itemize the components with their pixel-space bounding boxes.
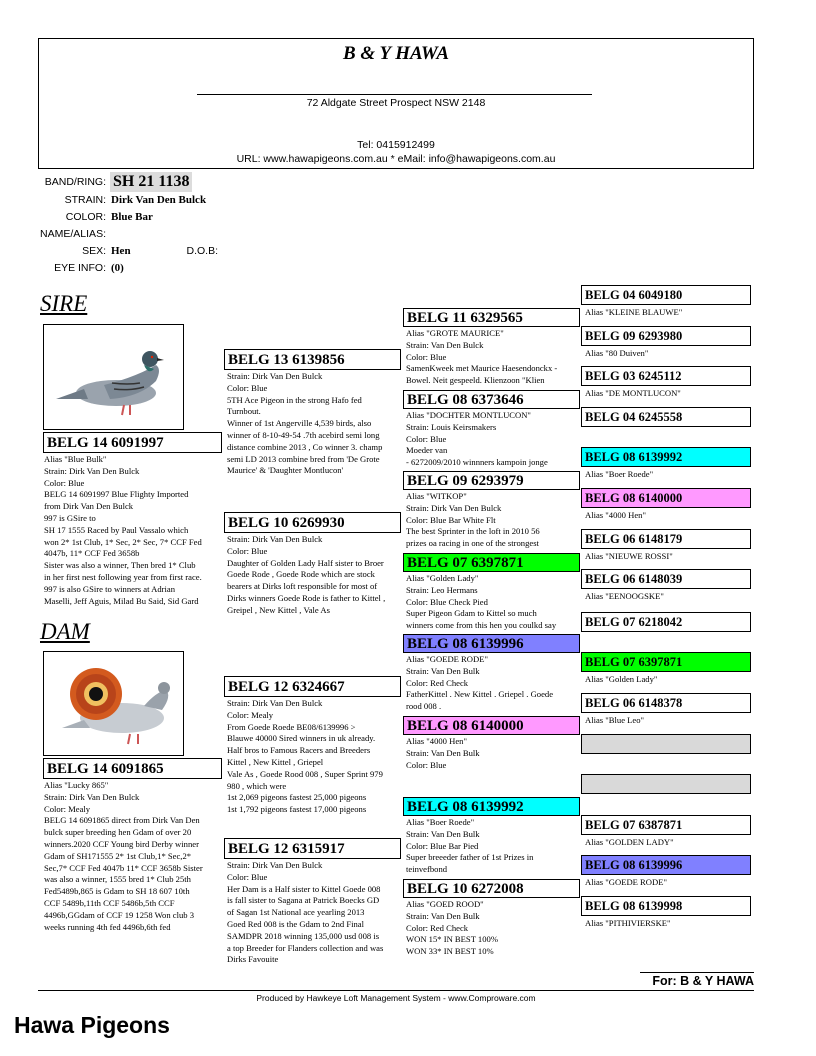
detail-line: Color: Blue	[406, 433, 447, 444]
dam-details	[44, 780, 224, 933]
ancestor-band: BELG 08 6139992	[403, 797, 580, 816]
detail-line: Gdam of SH171555 2* 1st Club,1* Sec,2*	[44, 850, 192, 861]
detail-line: Alias "Blue Bulk"	[44, 454, 107, 464]
detail-line: Goed Red 008 is the Gdam to 2nd Final	[227, 918, 365, 929]
ancestor-band: BELG 04 6245558	[581, 407, 751, 427]
detail-line: Strain: Van Den Bulk	[406, 747, 480, 758]
detail-line: Strain: Louis Keirsmakers	[406, 421, 497, 432]
detail-line: - 6272009/2010 winnners kampoin jonge	[406, 457, 548, 468]
detail-line: in her first nest following year from first race.	[44, 571, 202, 582]
detail-line: Her Dam is a Half sister to Kittel Goede 008	[227, 883, 381, 894]
eye-value: (0)	[111, 262, 124, 274]
detail-line: bearers at Dirks loft responsible for most of	[227, 581, 378, 592]
detail-line: Strain: Dirk Van Den Bulck	[227, 534, 323, 544]
detail-line: a top Breeder for Flanders collection and was	[227, 942, 384, 953]
detail-line: Moeder van	[406, 445, 448, 456]
detail-line: Maselli, Jeff Aguis, Milad Bu Said, Sid Gard	[44, 595, 199, 606]
detail-line: Sister was also a winner, Then bred 1* Club	[44, 560, 196, 571]
detail-line: Strain: Leo Hermans	[406, 584, 478, 595]
ancestor-details	[406, 410, 578, 470]
ancestor-alias: Alias "Blue Leo"	[585, 715, 645, 725]
detail-line: From Goede Roede BE08/6139996 >	[227, 721, 356, 732]
ancestor-band: BELG 08 6139996	[581, 855, 751, 875]
ancestor-band: BELG 11 6329565	[403, 308, 580, 327]
strain-value: Dirk Van Den Bulck	[111, 194, 207, 206]
detail-line: WON 33* IN BEST 10%	[406, 946, 494, 957]
detail-line: 4496b,GGdam of CCF 19 1258 Won club 3	[44, 909, 195, 920]
detail-line: Maurice' & 'Daughter Montlucon'	[227, 465, 344, 476]
ancestor-band: BELG 08 6373646	[403, 390, 580, 409]
grandparent-band: BELG 13 6139856	[224, 349, 401, 370]
loft-title: B & Y HAWA	[342, 43, 450, 64]
detail-line: Alias "Lucky 865"	[44, 780, 109, 790]
ancestor-band: BELG 04 6049180	[581, 285, 751, 305]
grandparent-band: BELG 12 6324667	[224, 676, 401, 697]
detail-line: Alias "Boer Roede"	[406, 817, 475, 827]
detail-line: semi LD 2013 combine bred from 'De Grote	[227, 453, 380, 464]
detail-line: bulck super breeding hen Gdam of over 20	[44, 827, 192, 838]
ancestor-details	[406, 328, 578, 388]
ancestor-band	[581, 774, 751, 794]
detail-line: Super breeeder father of 1st Prizes in	[406, 852, 534, 863]
watermark-logo: Hawa Pigeons	[14, 1012, 170, 1038]
detail-line: rood 008 .	[406, 701, 442, 712]
dob-label: D.O.B:	[186, 245, 218, 257]
dam-photo	[43, 651, 184, 756]
detail-line: Alias "WITKOP"	[406, 491, 467, 501]
detail-line: 1st 1,792 pigeons fastest 17,000 pigeons	[227, 804, 367, 815]
detail-line: prizes oa racing in one of the strongest	[406, 538, 539, 549]
detail-line: winners.2020 CCF Young bird Derby winner	[44, 838, 199, 849]
detail-line: Dirks winners Goede Rode is father to Kittel ,	[227, 592, 386, 603]
grandparent-details	[227, 371, 403, 477]
detail-line: is fall sister to Sagana at Patrick Boecks GD	[227, 895, 380, 906]
detail-line: Strain: Van Den Bulk	[406, 828, 480, 839]
ancestor-band: BELG 03 6245112	[581, 366, 751, 386]
detail-line: Color: Blue	[44, 477, 85, 488]
detail-line: 4047b, 11* CCF Fed 3658b	[44, 548, 140, 559]
for-loft: For: B & Y HAWA	[652, 974, 754, 988]
sex-label: SEX:	[82, 245, 106, 257]
ancestor-band: BELG 06 6148039	[581, 569, 751, 589]
ancestor-alias: Alias "GOEDE RODE"	[585, 877, 667, 888]
ancestor-details	[406, 899, 578, 959]
detail-line: Vale As , Goede Rood 008 , Super Sprint 979	[227, 768, 383, 779]
name-label: NAME/ALIAS:	[40, 228, 106, 240]
detail-line: Super Pigeon Gdam to Kittel so much	[406, 608, 537, 619]
detail-line: Turnbout.	[227, 406, 261, 417]
loft-contact: URL: www.hawapigeons.com.au * eMail: info@hawapigeons.com.au	[236, 153, 556, 165]
ancestor-alias: Alias "DE MONTLUCON"	[585, 388, 681, 399]
detail-line: Color: Red Check	[406, 922, 469, 933]
detail-line: Alias "DOCHTER MONTLUCON"	[406, 410, 531, 420]
detail-line: Color: Blue Bar Pied	[406, 840, 479, 851]
detail-line: 980 , which were	[227, 780, 287, 791]
loft-phone: Tel: 0415912499	[357, 139, 435, 151]
ancestor-band: BELG 10 6272008	[403, 879, 580, 898]
ancestor-alias: Alias "Golden Lady"	[585, 674, 658, 685]
detail-line: Blauwe 40000 Sired winners in uk already.	[227, 733, 376, 744]
color-value: Blue Bar	[111, 211, 153, 223]
detail-line: weeks running 4th fed 4496b,6th fed	[44, 921, 171, 932]
detail-line: Strain: Van Den Bulk	[406, 665, 480, 676]
detail-line: SAMDPR 2018 winning 135,000 usd 008 is	[227, 930, 380, 941]
loft-address: 72 Aldgate Street Prospect NSW 2148	[306, 97, 486, 109]
ancestor-band: BELG 06 6148179	[581, 529, 751, 549]
detail-line: Strain: Dirk Van Den Bulck	[227, 860, 323, 870]
detail-line: CCF 5489b,11th CCF 5486b,5th CCF	[44, 897, 175, 908]
grandparent-band: BELG 10 6269930	[224, 512, 401, 533]
ancestor-band: BELG 08 6140000	[581, 488, 751, 508]
detail-line: Winner of 1st Angerville 4,539 birds, also	[227, 418, 372, 429]
detail-line: Color: Blue	[406, 759, 447, 770]
detail-line: Fed5489b,865 is Gdam to SH 18 607 10th	[44, 886, 190, 897]
detail-line: Strain: Dirk Van Den Bulck	[44, 791, 140, 802]
pigeon-eye-image	[44, 652, 183, 755]
grandparent-details	[227, 860, 403, 966]
ancestor-band: BELG 09 6293979	[403, 471, 580, 490]
detail-line: BELG 14 6091997 Blue Flighty Imported	[44, 489, 189, 500]
detail-line: Color: Mealy	[44, 803, 91, 814]
sex-value: Hen	[111, 245, 131, 257]
ancestor-details	[406, 573, 578, 633]
detail-line: Color: Blue	[406, 351, 447, 362]
detail-line: Color: Mealy	[227, 709, 274, 720]
sire-heading: SIRE	[40, 291, 88, 316]
detail-line: Color: Blue	[227, 871, 268, 882]
dam-band: BELG 14 6091865	[43, 758, 222, 779]
ancestor-band: BELG 08 6139992	[581, 447, 751, 467]
detail-line: WON 15* IN BEST 100%	[406, 934, 498, 945]
ancestor-band: BELG 06 6148378	[581, 693, 751, 713]
detail-line: 997 is also GSire to winners at Adrian	[44, 583, 176, 594]
band-label: BAND/RING:	[44, 176, 106, 188]
ancestor-band	[581, 734, 751, 754]
detail-line: Sec,7* CCF Fed 4047b 11* CCF 3658b Sister	[44, 862, 203, 873]
detail-line: Half bros to Famous Racers and Breeders	[227, 745, 371, 756]
ancestor-alias: Alias "80 Duiven"	[585, 347, 649, 358]
grandparent-details	[227, 698, 403, 816]
band-value: SH 21 1138	[110, 172, 192, 192]
detail-line: Strain: Dirk Van Den Bulck	[406, 502, 502, 513]
detail-line: FatherKittel . New Kittel . Griepel . Goede	[406, 689, 554, 700]
detail-line: SamenKweek met Maurice Haesendonckx -	[406, 363, 558, 374]
detail-line: Color: Blue	[227, 545, 268, 556]
detail-line: Strain: Van Den Bulk	[406, 910, 480, 921]
ancestor-band: BELG 07 6397871	[581, 652, 751, 672]
detail-line: winners come from this hen you coulkd say	[406, 620, 557, 631]
detail-line: Color: Red Check	[406, 677, 469, 688]
detail-line: Strain: Dirk Van Den Bulck	[227, 698, 323, 708]
detail-line: Alias "GOEDE RODE"	[406, 654, 488, 664]
header-box	[38, 38, 754, 169]
grandparent-band: BELG 12 6315917	[224, 838, 401, 859]
detail-line: Greipel , New Kittel , Vale As	[227, 604, 330, 615]
ancestor-band: BELG 08 6139996	[403, 634, 580, 653]
ancestor-alias: Alias "KLEINE BLAUWE"	[585, 307, 683, 317]
detail-line: teinvefbond	[406, 864, 448, 875]
ancestor-band: BELG 07 6218042	[581, 612, 751, 632]
detail-line: of Sagan 1st National ace yearling 2013	[227, 907, 365, 918]
ancestor-details	[406, 817, 578, 877]
dam-heading: DAM	[40, 619, 90, 644]
detail-line: 5TH Ace Pigeon in the strong Hafo fed	[227, 394, 362, 405]
detail-line: Alias "GOED ROOD"	[406, 899, 484, 909]
detail-line: Strain: Van Den Bulck	[406, 339, 484, 350]
sire-band: BELG 14 6091997	[43, 432, 222, 453]
ancestor-band: BELG 09 6293980	[581, 326, 751, 346]
detail-line: BELG 14 6091865 direct from Dirk Van Den	[44, 815, 200, 826]
detail-line: won 2* 1st Club, 1* Sec, 2* Sec, 7* CCF Fed	[44, 536, 202, 547]
eye-label: EYE INFO:	[54, 262, 106, 274]
sire-details	[44, 454, 224, 607]
detail-line: Color: Blue Check Pied	[406, 596, 488, 607]
pigeon-image	[44, 325, 183, 429]
ancestor-band: BELG 07 6397871	[403, 553, 580, 572]
header-divider	[197, 94, 592, 95]
ancestor-alias: Alias "Boer Roede"	[585, 469, 654, 480]
footer-divider	[38, 990, 754, 991]
ancestor-alias: Alias "GOLDEN LADY"	[585, 836, 674, 847]
detail-line: Goede Rode , Goede Rode which are stock	[227, 569, 375, 580]
color-label: COLOR:	[65, 211, 106, 223]
detail-line: Color: Blue Bar White Flt	[406, 514, 496, 525]
detail-line: from Dirk Van Den Bulck	[44, 501, 134, 512]
detail-line: Color: Blue	[227, 382, 268, 393]
ancestor-alias: Alias "4000 Hen"	[585, 510, 646, 520]
detail-line: Strain: Dirk Van Den Bulck	[44, 465, 140, 476]
detail-line: Alias "Golden Lady"	[406, 573, 479, 583]
detail-line: 1st 2,069 pigeons fastest 25,000 pigeons	[227, 792, 367, 803]
grandparent-details	[227, 534, 403, 617]
signature-line	[640, 972, 754, 973]
detail-line: winner of 8-10-49-54 .7th acebird semi long	[227, 429, 380, 440]
ancestor-band: BELG 08 6140000	[403, 716, 580, 735]
detail-line: Alias "4000 Hen"	[406, 736, 467, 746]
ancestor-band: BELG 08 6139998	[581, 896, 751, 916]
ancestor-alias: Alias "NIEUWE ROSSI"	[585, 550, 673, 561]
sire-photo	[43, 324, 184, 430]
strain-label: STRAIN:	[64, 194, 106, 206]
detail-line: Kittel , New Kittel , Griepel	[227, 756, 324, 767]
detail-line: distance combine 2013 , Co winner 3. champ	[227, 441, 383, 452]
detail-line: Alias "GROTE MAURICE"	[406, 328, 504, 338]
ancestor-band: BELG 07 6387871	[581, 815, 751, 835]
detail-line: 997 is GSire to	[44, 512, 96, 523]
produced-by: Produced by Hawkeye Loft Management System - www.Comproware.com	[256, 993, 536, 1003]
detail-line: Strain: Dirk Van Den Bulck	[227, 371, 323, 381]
detail-line: Daughter of Golden Lady Half sister to Broer	[227, 557, 384, 568]
detail-line: Bowel. Neit gespeeld. Klienzoon "Klien	[406, 375, 545, 386]
detail-line: The best Sprinter in the loft in 2010 56	[406, 526, 540, 537]
ancestor-alias: Alias "PITHIVIERSKE"	[585, 918, 671, 928]
ancestor-details	[406, 736, 578, 796]
detail-line: SH 17 1555 Raced by Paul Vassalo which	[44, 524, 189, 535]
detail-line: Dirks Favouite	[227, 954, 279, 965]
ancestor-details	[406, 654, 578, 714]
detail-line: was also a winner, 1555 bred 1* Club 25th	[44, 874, 191, 885]
ancestor-alias: Alias "EENOOGSKE"	[585, 591, 664, 602]
ancestor-details	[406, 491, 578, 551]
